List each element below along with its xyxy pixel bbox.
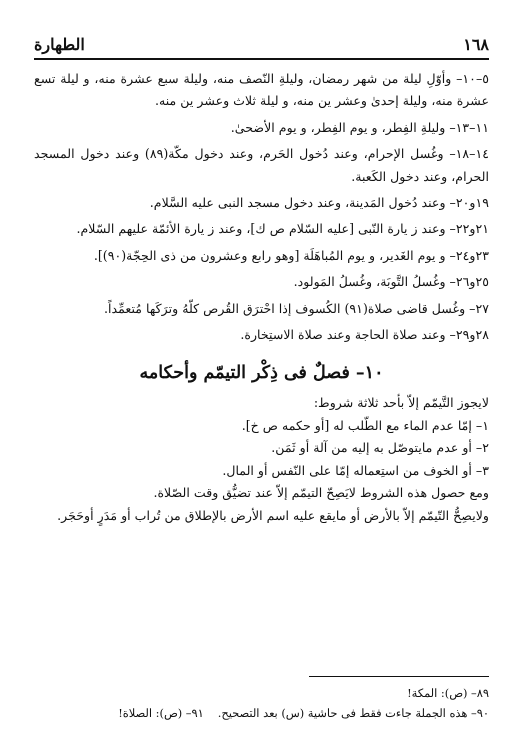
paragraph-19-20: ١٩و٢٠– وعند دُخول المَدينة، وعند دخول مسجد النبى عليه السَّلام. [149,195,489,211]
page-number: ١٦٨ [463,35,489,54]
chapter-title: الطهارة [34,35,85,54]
footnote-rule [309,676,489,677]
tayammum-surface: ولايصِحُّ التّيمّم إلاّ بالأرض أو مايقع عليه اسم الأرض بالإطلاق من تُراب أو مَدَرٍ أوحَجَر. [57,507,489,523]
paragraph-25-26: ٢٥و٢٦– وغُسلُ التَّوبَة، وغُسلُ المَولود. [293,274,489,290]
footnote-91: ٩١– (ص): الصلاة! [118,706,204,720]
paragraph-21-22: ٢١و٢٢– وعند ز يارة النّبى [عليه السّلام ص ك]، وعند ز يارة الأئمّة عليهم السّلام. [76,221,489,237]
footnote-line-2 [34,703,489,723]
footnotes [34,683,489,723]
main-text [34,68,489,527]
tayammum-condition-1: ١– إمّا عدم الماء مع الطّلب له [أو حكمه ص خ]. [241,417,489,433]
tayammum-condition-3: ٣– أو الخوف من استِعماله إمّا على النّفس أو المال. [222,462,489,478]
footnote-89: ٨٩– (ص): المكة! [407,686,489,700]
paragraph-14-18: ١٤–١٨– وغُسل الإحرام، وعند دُخول الحَرم، وعند دخول مكّة(٨٩) وعند دخول المسجد الحرام، وعند دخول الكَعبة. [34,146,489,184]
header-rule [34,58,489,60]
paragraph-27: ٢٧– وغُسل قاضى صلاة(٩١) الكُسوف إذا احْترَق القُرص كلّهُ وترَكَها مُتعمِّداً. [104,300,489,316]
paragraph-28-29: ٢٨و٢٩– وعند صلاة الحاجة وعند صلاة الاستِخارة. [240,327,489,343]
section-title: ١٠– فصلٌ فى ذِكْر التيمّم وأحكامه [139,363,384,384]
paragraph-5-10: ٥–١٠– وأوّلِ ليلة من شهر رمضان، وليلةِ النّصف منه، وليلة سبع عشرة منه، و ليلة تسع عشرة منه، وليلة إحدىٰ وعشر ين منه، و ليلة ثلاث وعشر ين منه. [34,71,489,109]
tayammum-timing: ومع حصول هذه الشروط لايَصِحّ التيمّم إلاّ عند تضيُّق وقت الصّلاة. [153,485,489,501]
tayammum-intro: لايجوز التَّيمّم إلاّ بأحد ثلاثة شروط: [313,395,489,411]
footnote-90: ٩٠– هذه الجملة جاءت فقط فى حاشية (س) بعد التصحيح. [217,706,489,720]
paragraph-11-13: ١١–١٣– وليلةِ الفِطر، و يوم الفِطر، و يوم الأضحىٰ. [230,119,489,135]
tayammum-condition-2: ٢– أو عدم مايتوصّل به إليه من آلة أو ثَمَن. [271,440,489,456]
running-head [34,30,489,54]
paragraph-23-24: ٢٣و٢٤– و يوم الغَدير، و يوم المُباهَلَة [وهو رابع وعشرون من ذى الحِجّة(٩٠)]. [93,247,489,263]
